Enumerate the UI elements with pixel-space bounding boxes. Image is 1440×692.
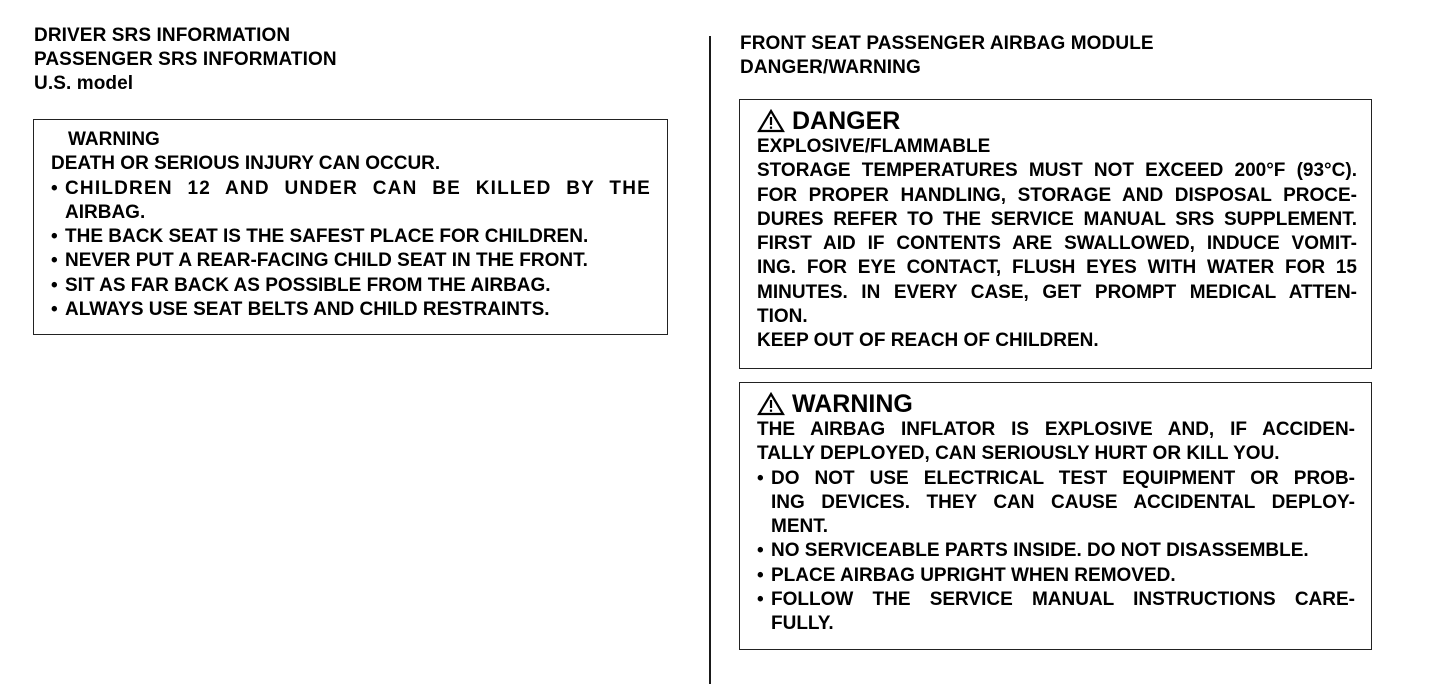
model-label: U.S. model (34, 73, 134, 94)
danger-title: DANGER (792, 107, 901, 135)
column-divider (709, 36, 711, 684)
danger-line-6: ING. FOR EYE CONTACT, FLUSH EYES WITH WATER FOR 15 (757, 257, 1357, 279)
bullet-text: SIT AS FAR BACK AS POSSIBLE FROM THE AIRBAG. (65, 274, 551, 296)
warning-intro-line-2: TALLY DEPLOYED, CAN SERIOUSLY HURT OR KILL YOU. (757, 443, 1280, 465)
warning-triangle-icon (757, 392, 785, 416)
right-warning-bullet-1-cont-2: MENT. (771, 516, 828, 538)
right-warning-bullet-4-cont: FULLY. (771, 613, 834, 635)
driver-srs-heading: DRIVER SRS INFORMATION (34, 25, 291, 46)
bullet-symbol: • (51, 177, 58, 199)
bullet-symbol: • (757, 467, 764, 489)
right-warning-bullet-1-cont-1 (757, 491, 1357, 515)
bullet-text: ALWAYS USE SEAT BELTS AND CHILD RESTRAINTS. (65, 299, 550, 321)
right-warning-bullet-3 (757, 564, 1357, 588)
danger-line-9: KEEP OUT OF REACH OF CHILDREN. (757, 330, 1099, 352)
left-warning-bullet-1-cont: AIRBAG. (65, 201, 146, 223)
danger-line-8: TION. (757, 306, 808, 328)
warning-title: WARNING (792, 390, 913, 418)
danger-line-5: FIRST AID IF CONTENTS ARE SWALLOWED, INDUCE VOMIT- (757, 233, 1357, 255)
danger-line-4: DURES REFER TO THE SERVICE MANUAL SRS SUPPLEMENT. (757, 208, 1357, 230)
bullet-text: NEVER PUT A REAR-FACING CHILD SEAT IN THE FRONT. (65, 250, 588, 272)
warning-title-row (757, 390, 1357, 418)
bullet-text: NO SERVICEABLE PARTS INSIDE. DO NOT DISASSEMBLE. (771, 540, 1309, 562)
danger-warning-heading: DANGER/WARNING (740, 57, 921, 78)
bullet-symbol: • (757, 589, 764, 611)
danger-line-1: EXPLOSIVE/FLAMMABLE (757, 136, 991, 157)
left-warning-bullet-3 (51, 249, 651, 273)
bullet-text: PLACE AIRBAG UPRIGHT WHEN REMOVED. (771, 564, 1176, 586)
bullet-cont-text: ING DEVICES. THEY CAN CAUSE ACCIDENTAL DEPLOY- (771, 491, 1355, 513)
left-warning-bullet-2 (51, 225, 651, 249)
warning-triangle-icon (757, 109, 785, 133)
left-warning-title: WARNING (68, 129, 160, 150)
right-warning-content (757, 390, 1357, 637)
bullet-text: THE BACK SEAT IS THE SAFEST PLACE FOR CHILDREN. (65, 226, 589, 248)
right-warning-bullet-2 (757, 539, 1357, 563)
left-warning-intro: DEATH OR SERIOUS INJURY CAN OCCUR. (51, 153, 441, 175)
bullet-symbol: • (51, 299, 58, 321)
danger-line-3: FOR PROPER HANDLING, STORAGE AND DISPOSAL PROCE- (757, 184, 1357, 206)
danger-title-row (757, 107, 1357, 135)
airbag-module-heading: FRONT SEAT PASSENGER AIRBAG MODULE (740, 33, 1154, 54)
left-warning-content (51, 128, 651, 322)
right-heading-block (740, 32, 1154, 80)
danger-content (757, 107, 1357, 354)
bullet-symbol: • (51, 274, 58, 296)
danger-line-2: STORAGE TEMPERATURES MUST NOT EXCEED 200°F (93°C). (757, 160, 1357, 182)
bullet-symbol: • (757, 564, 764, 586)
danger-line-7: MINUTES. IN EVERY CASE, GET PROMPT MEDICAL ATTEN- (757, 281, 1357, 303)
warning-intro-line-1: THE AIRBAG INFLATOR IS EXPLOSIVE AND, IF ACCIDEN- (757, 419, 1355, 440)
passenger-srs-heading: PASSENGER SRS INFORMATION (34, 49, 337, 70)
right-warning-bullet-4 (757, 588, 1357, 612)
bullet-symbol: • (757, 540, 764, 562)
bullet-text: CHILDREN 12 AND UNDER CAN BE KILLED BY THE (65, 177, 651, 199)
bullet-text: DO NOT USE ELECTRICAL TEST EQUIPMENT OR PROB- (771, 467, 1355, 489)
left-heading-block (34, 24, 337, 96)
left-warning-bullet-5 (51, 298, 651, 322)
left-warning-bullet-1 (51, 177, 651, 201)
bullet-text: FOLLOW THE SERVICE MANUAL INSTRUCTIONS CARE- (771, 589, 1355, 611)
bullet-symbol: • (51, 226, 58, 248)
right-warning-bullet-1 (757, 467, 1357, 491)
left-warning-bullet-4 (51, 274, 651, 298)
bullet-symbol: • (51, 250, 58, 272)
